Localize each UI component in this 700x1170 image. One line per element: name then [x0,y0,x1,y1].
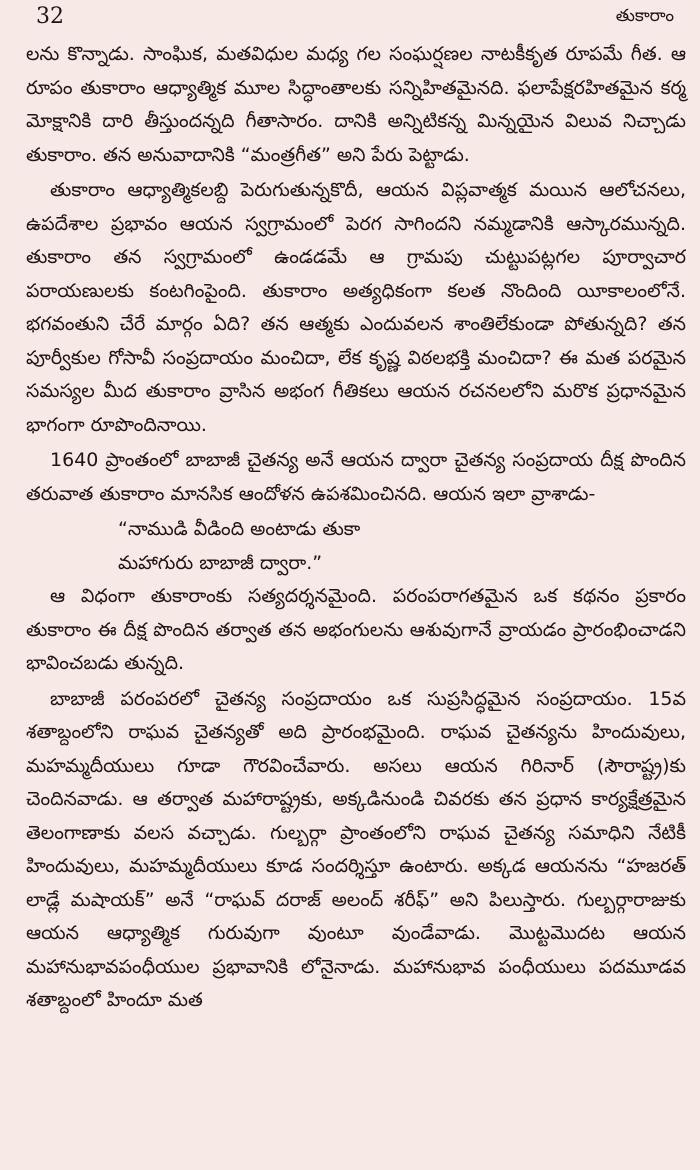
body-text [26,38,686,1018]
verse-line-2: మహాగురు బాబాజీ ద్వారా.” [118,551,323,574]
paragraph-3: 1640 ప్రాంతంలో బాబాజీ చైతన్య అనే ఆయన ద్వారా చైతన్య సంప్రదాయ దీక్ష పొందిన తరువాత తుకారాం మానసిక ఆందోళన ఉపశమించినది. ఆయన ఇలా వ్రాశాడు- [26,449,686,505]
verse-quote [26,513,686,580]
paragraph-1: లను కొన్నాడు. సాంఘిక, మతవిధుల మధ్య గల సంఘర్షణల నాటకీకృత రూపమే గీత. ఆ రూపం తుకారాం ఆధ్యాత్మిక మూల సిద్ధాంతాలకు సన్నిహితమైనది. ఫలాపేక్షరహితమైన కర్మ మోక్షానికి దారి తీస్తుందన్నది గీతాసారం. దానికి అన్నిటికన్న మిన్నయైన విలువ నిచ్చాడు తుకారాం. తన అనువాదానికి “మంత్రగీత” అని పేరు పెట్టాడు. [26,43,686,166]
verse-line-1: “నాముడి వీడింది అంటాడు తుకా [118,518,361,540]
page-number: 32 [36,4,64,29]
paragraph-4: ఆ విధంగా తుకారాంకు సత్యదర్శనమైంది. పరంపరాగతమైన ఒక కథనం ప్రకారం తుకారాం ఈ దీక్ష పొందిన తర్వాత తన అభంగులను ఆశువుగానే వ్రాయడం ప్రారంభించాడని భావించబడు తున్నది. [26,585,686,674]
paragraph-5: బాబాజీ పరంపరలో చైతన్య సంప్రదాయం ఒక సుప్రసిద్ధమైన సంప్రదాయం. 15వ శతాబ్దంలోని రాఘవ చైతన్యతో అది ప్రారంభమైంది. రాఘవ చైతన్యను హిందువులు, మహమ్మదీయులు గూడా గౌరవించేవారు. అసలు ఆయన గిరినార్ (సౌరాష్ట్ర)కు చెందినవాడు. ఆ తర్వాత మహారాష్ట్రకు, అక్కడినుండి చివరకు తన ప్రధాన కార్యక్షేత్రమైన తెలంగాణాకు వలస వచ్చాడు. గుల్బర్గా ప్రాంతంలోని రాఘవ చైతన్య సమాధిని నేటికీ హిందువులు, మహమ్మదీయులు కూడ సందర్శిస్తూ ఉంటారు. అక్కడ ఆయనను “హజరత్ లాడ్లే మషాయక్” అనే “రాఘవ్ దరాజ్ అలంద్ శరీఫ్” అని పిలుస్తారు. గుల్బర్గారాజుకు ఆయన ఆధ్యాత్మిక గురువుగా వుంటూ వుండేవాడు. మొట్టమొదట ఆయన మహానుభావపంధీయుల ప్రభావానికి లోనైనాడు. మహానుభావ పంధీయులు పదమూడవ శతాబ్దంలో హిందూ మత [26,687,686,1011]
page-header [26,0,686,38]
paragraph-2: తుకారాం ఆధ్యాత్మికలబ్ది పెరుగుతున్నకొదీ, ఆయన విప్లవాత్మక మయిన ఆలోచనలు, ఉపదేశాల ప్రభావం ఆయన స్వగ్రామంలో పెరగ సాగిందని నమ్మడానికి ఆస్కారమున్నది. తుకారాం తన స్వగ్రామంలో ఉండడమే ఆ గ్రామపు చుట్టుపట్లగల పూర్వాచార పరాయణులకు కంటగింపైంది. తుకారాం అత్యధికంగా కలత నొందింది యీకాలంలోనే. భగవంతుని చేరే మార్గం ఏది? తన ఆత్మకు ఎందువలన శాంతిలేకుండా పోతున్నది? తన పూర్వీకుల గోసావీ సంప్రదాయం మంచిదా, లేక కృష్ణ విఠలభక్తి మంచిదా? ఈ మత పరమైన సమస్యల మీద తుకారాం వ్రాసిన అభంగ గీతికలు ఆయన రచనలలోని మరొక ప్రధానమైన భాగంగా రూపొందినాయి. [26,179,686,436]
running-head: తుకారాం [615,6,674,26]
